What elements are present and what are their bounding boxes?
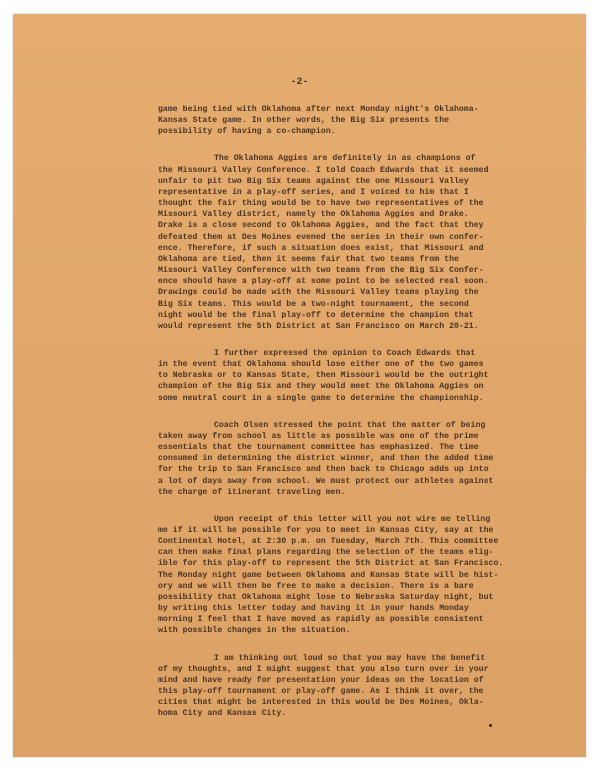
paragraph xyxy=(158,514,558,637)
text-line: taken away from school as little as possible was one of the prime xyxy=(158,431,479,441)
text-line: morning I feel that I have moved as rapidly as possible consistent xyxy=(158,615,484,625)
text-line: Big Six teams. This would be a two-night tournament, the second xyxy=(158,299,469,309)
page-number: -2- xyxy=(290,77,309,88)
text-line: Drawings could be made with the Missouri Valley teams playing the xyxy=(158,288,479,298)
text-line: consumed in determining the district winner, and then the added time xyxy=(158,454,494,464)
text-line: me if it will be possible for you to meet in Kansas City, say at the xyxy=(158,526,494,535)
text-line: the charge of itinerant traveling men. xyxy=(158,487,346,497)
text-line: defeated them at Des Moines evened the series in their own confer- xyxy=(158,232,484,242)
paragraph xyxy=(158,153,558,332)
text-line: thought the fair thing would be to have two representatives of the xyxy=(158,199,484,209)
text-line: Drake is a close second to Oklahoma Aggies, and the fact that they xyxy=(158,221,484,231)
text-line: representative in a play-off series, and I voiced to him that I xyxy=(158,187,469,197)
paragraph xyxy=(158,104,558,137)
text-line: with possible changes in the situation. xyxy=(158,626,351,636)
text-line: by writing this letter today and having it in your hands Monday xyxy=(158,604,469,614)
paragraph xyxy=(158,348,558,404)
text-line: can then make final plans regarding the selection of the teams elig- xyxy=(158,548,494,558)
text-line: would represent the 5th District at San Francisco on March 20-21. xyxy=(158,321,479,331)
text-line: champion of the Big Six and they would meet the Oklahoma Aggies on xyxy=(158,382,484,392)
text-line: for the trip to San Francisco and then back to Chicago adds up into xyxy=(158,465,489,475)
text-line: Continental Hotel, at 2:30 p.m. on Tuesday, March 7th. This committee xyxy=(158,537,499,547)
text-line: homa City and Kansas City. xyxy=(158,709,287,719)
text-line: The Monday night game between Oklahoma and Kansas State will be hist- xyxy=(158,570,499,580)
text-line: cities that might be interested in this would be Des Moines, Okla- xyxy=(158,698,484,708)
text-line: mind and have ready for presentation your ideas on the location of xyxy=(158,675,484,685)
text-line: I am thinking out loud so that you may have the benefit xyxy=(214,653,486,663)
text-line: possibility of having a co-champion. xyxy=(158,127,336,137)
text-line: essentials that the tournament committee has emphasized. The time xyxy=(158,443,479,453)
text-line: possibility that Oklahoma might lose to Nebraska Saturday night, but xyxy=(158,592,494,602)
text-line: night would be the final play-off to determine the champion that xyxy=(158,310,474,320)
text-line: unfair to pit two Big Six teams against the one Missouri Valley xyxy=(158,176,469,186)
letter-page xyxy=(13,14,586,757)
letter-body xyxy=(158,104,558,736)
text-line: of my thoughts, and I might suggest that you also turn over in your xyxy=(158,664,489,674)
text-line: ible for this play-off to represent the 5th District at San Francisco. xyxy=(158,559,504,569)
text-line: ence should have a play-off at some point to be selected real soon. xyxy=(158,277,489,287)
text-line: Kansas State game. In other words, the Big Six presents the xyxy=(158,116,450,126)
paragraph xyxy=(158,653,558,720)
text-line: some neutral court in a single game to determine the championship. xyxy=(158,393,484,403)
text-line: The Oklahoma Aggies are definitely in as champions of xyxy=(214,154,476,164)
text-line: Upon receipt of this letter will you not wire me telling xyxy=(214,514,491,524)
text-line: ence. Therefore, if such a situation does exist, that Missouri and xyxy=(158,243,484,253)
paper-speck xyxy=(489,724,492,727)
text-line: Coach Olsen stressed the point that the matter of being xyxy=(214,420,486,430)
text-line: Oklahoma are tied, then it seems fair that two teams from the xyxy=(158,254,459,264)
text-line: I further expressed the opinion to Coach Edwards that xyxy=(214,348,476,358)
text-line: this play-off tournament or play-off game. As I think it over, the xyxy=(158,687,484,697)
text-line: ory and we will then be free to make a decision. There is a bare xyxy=(158,581,474,591)
text-line: the Missouri Valley Conference. I told Coach Edwards that it seemed xyxy=(158,165,489,175)
text-line: a lot of days away from school. We must protect our athletes against xyxy=(158,476,494,486)
text-line: Missouri Valley district, namely the Oklahoma Aggies and Drake. xyxy=(158,210,469,220)
text-line: game being tied with Oklahoma after next Monday night's Oklahoma- xyxy=(158,105,479,114)
paragraph xyxy=(158,420,558,498)
text-line: in the event that Oklahoma should lose either one of the two games xyxy=(158,360,484,370)
text-line: to Nebraska or to Kansas State, then Missouri would be the outright xyxy=(158,371,489,381)
text-line: Missouri Valley Conference with two teams from the Big Six Confer- xyxy=(158,266,484,276)
